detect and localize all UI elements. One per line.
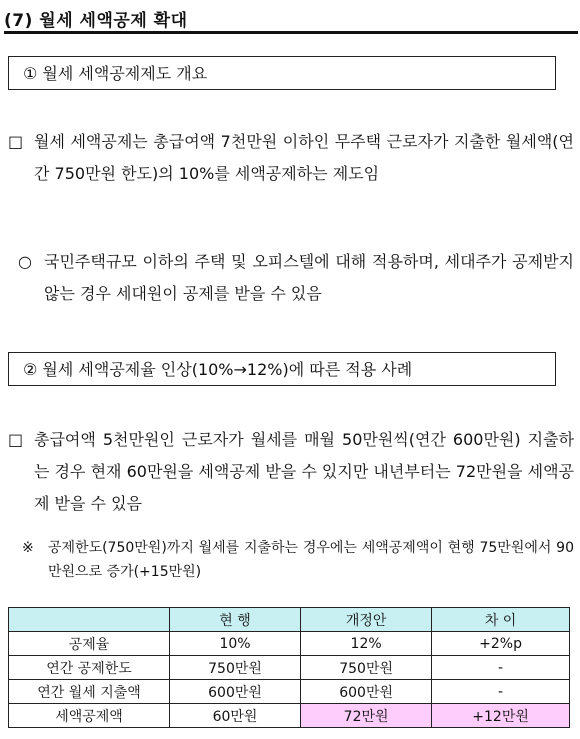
section-title: (7) 월세 세액공제 확대 [4,11,188,31]
square-marker: □ [8,430,24,449]
row-label: 연간 월세 지출액 [9,680,170,704]
square-marker: □ [8,132,24,151]
table-cell: 600만원 [170,680,301,704]
table-header-cell: 현 행 [170,608,301,632]
row-label: 공제율 [9,632,170,656]
highlighted-cell: +12만원 [432,704,570,728]
table-header-cell [9,608,170,632]
table-cell: - [432,656,570,680]
bullet-item [18,246,574,310]
table-cell: 60만원 [170,704,301,728]
table-row [9,632,570,656]
note-item [22,536,574,584]
table-header-row [9,608,570,632]
highlighted-cell: 72만원 [301,704,432,728]
table-cell: 10% [170,632,301,656]
note-text: 공제한도(750만원)까지 월세를 지출하는 경우에는 세액공제액이 현행 75만원에서 90만원으로 증가(+15만원) [48,540,574,580]
table-header-cell: 차 이 [432,608,570,632]
paragraph-overview [8,126,574,190]
bullet-text: 국민주택규모 이하의 주택 및 오피스텔에 대해 적용하며, 세대주가 공제받지 않는 경우 세대원이 공제를 받을 수 있음 [44,252,574,303]
subsection-box-example: ② 월세 세액공제율 인상(10%→12%)에 따른 적용 사례 [8,352,556,386]
table-cell: +2%p [432,632,570,656]
table-row [9,680,570,704]
table-row [9,656,570,680]
subsection-box-overview: ① 월세 세액공제제도 개요 [8,56,556,90]
table-cell: - [432,680,570,704]
table-header-cell: 개정안 [301,608,432,632]
table-cell: 750만원 [170,656,301,680]
table-cell: 750만원 [301,656,432,680]
row-label: 세액공제액 [9,704,170,728]
paragraph-text: 월세 세액공제는 총급여액 7천만원 이하인 무주택 근로자가 지출한 월세액(연간 750만원 한도)의 10%를 세액공제하는 제도임 [34,132,574,183]
circle-marker: ○ [18,252,32,271]
table-cell: 12% [301,632,432,656]
row-label: 연간 공제한도 [9,656,170,680]
table-row [9,704,570,728]
table-cell: 600만원 [301,680,432,704]
title-divider [4,31,578,34]
note-marker: ※ [22,540,34,556]
paragraph-text: 총급여액 5천만원인 근로자가 월세를 매월 50만원씩(연간 600만원) 지출하는 경우 현재 60만원을 세액공제 받을 수 있지만 내년부터는 72만원을 세액공제 받을 수 있음 [34,430,574,513]
paragraph-example [8,424,574,520]
comparison-table [8,607,570,728]
